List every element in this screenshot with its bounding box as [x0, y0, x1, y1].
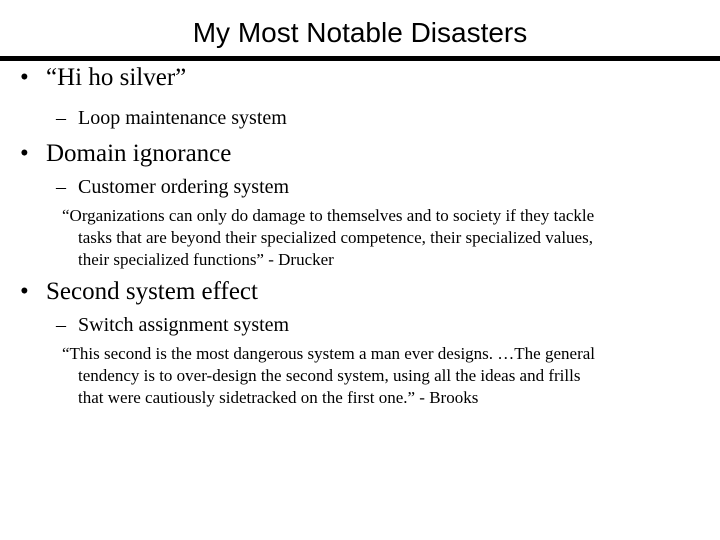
bullet-item — [20, 63, 186, 93]
sub-bullet-text: Loop maintenance system — [78, 107, 287, 129]
sub-bullet-item — [56, 105, 287, 131]
dash-icon: – — [56, 107, 66, 129]
quote-block — [62, 343, 702, 409]
quote-line: “This second is the most dangerous system a man ever designs. …The general — [62, 344, 596, 363]
bullet-text: Domain ignorance — [46, 140, 232, 167]
dash-icon: – — [56, 176, 66, 198]
bullet-dot-icon: • — [20, 278, 29, 305]
sub-bullet-item — [56, 174, 289, 200]
quote-line: that were cautiously sidetracked on the first one.” - Brooks — [78, 388, 479, 407]
sub-bullet-text: Customer ordering system — [78, 176, 290, 198]
sub-bullet-text: Switch assignment system — [78, 314, 290, 336]
dash-icon: – — [56, 314, 66, 336]
bullet-item — [20, 277, 258, 307]
quote-line: tasks that are beyond their specialized competence, their specialized values, — [78, 228, 593, 247]
title-divider — [0, 56, 720, 61]
bullet-text: Second system effect — [46, 278, 258, 305]
sub-bullet-item — [56, 312, 289, 338]
quote-line: tendency is to over-design the second system, using all the ideas and frills — [78, 366, 581, 385]
quote-block — [62, 205, 702, 271]
bullet-dot-icon: • — [20, 140, 29, 167]
slide-title: My Most Notable Disasters — [192, 17, 528, 48]
quote-line: “Organizations can only do damage to themselves and to society if they tackle — [62, 206, 595, 225]
bullet-text: “Hi ho silver” — [46, 64, 187, 91]
bullet-dot-icon: • — [20, 64, 29, 91]
quote-line: their specialized functions” - Drucker — [78, 250, 334, 269]
bullet-item — [20, 139, 231, 169]
